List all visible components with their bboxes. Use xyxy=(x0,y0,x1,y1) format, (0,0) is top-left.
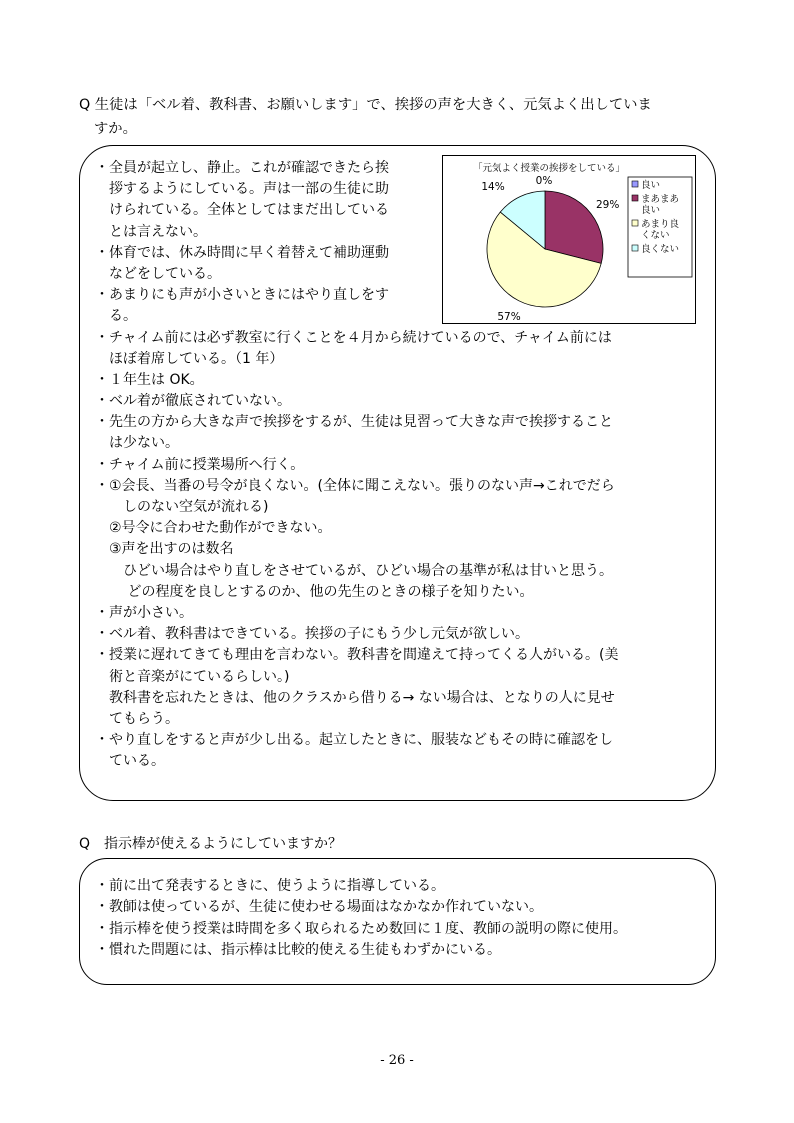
answer-line: ・あまりにも声が小さいときにはやり直しをす xyxy=(95,287,389,304)
legend-label: くない xyxy=(641,230,670,241)
legend-label: あまり良 xyxy=(641,219,680,230)
answer-line: どの程度を良しとするのか、他の先生のときの様子を知りたい。 xyxy=(95,583,534,600)
answer-line: ・ベル着、教科書はできている。挨拶の子にもう少し元気が欲しい。 xyxy=(95,626,529,643)
chart-title: 「元気よく授業の挨拶をしている」 xyxy=(472,163,626,174)
data-label: 0% xyxy=(535,175,553,187)
answer-line: ・授業に遅れてきても理由を言わない。教科書を間違えて持ってくる人がいる。(美 xyxy=(95,647,619,664)
answer-line: ・前に出て発表するときに、使うように指導している。 xyxy=(95,878,445,894)
legend-swatch xyxy=(632,195,638,201)
legend-swatch xyxy=(632,220,638,226)
answer-line: てもらう。 xyxy=(95,710,179,727)
data-label: 57% xyxy=(497,311,521,323)
answer-line: 術と音楽がにているらしい。) xyxy=(95,668,290,685)
answer-line: ・チャイム前には必ず教室に行くことを４月から続けているので、チャイム前には xyxy=(95,329,612,346)
pie-chart-svg xyxy=(443,156,695,323)
question-1 xyxy=(79,93,721,141)
answer-line: ・教師は使っているが、生徒に使わせる場面はなかなか作れていない。 xyxy=(95,899,543,916)
question-2: Q 指示棒が使えるようにしていますか？ xyxy=(79,836,343,852)
answer-line: る。 xyxy=(95,308,137,325)
answer-line: とは言えない。 xyxy=(95,223,207,240)
answer-line: ほぼ着席している。（1 年） xyxy=(95,350,284,367)
answer-line: ・先生の方から大きな声で挨拶をするが、生徒は見習って大きな声で挨拶すること xyxy=(95,414,613,431)
answer-line: ・全員が起立し、静止。これが確認できたら挨 xyxy=(95,160,389,176)
answer-line: ・体育では、休み時間に早く着替えて補助運動 xyxy=(95,244,389,261)
answer-line: などをしている。 xyxy=(95,265,221,282)
answer-line: は少ない。 xyxy=(95,435,179,452)
answer-line: ・ベル着が徹底されていない。 xyxy=(95,393,291,410)
legend-label: 良い xyxy=(641,205,661,216)
answer-line: ③声を出すのは数名 xyxy=(95,541,234,558)
answer-line: ・やり直しをすると声が少し出る。起立したときに、服装などもその時に確認をし xyxy=(95,732,613,749)
legend-label: まあまあ xyxy=(641,194,680,205)
page-number: - 26 - xyxy=(380,1053,414,1068)
legend-swatch xyxy=(632,181,638,187)
answer-line: けられている。全体としてはまだ出している xyxy=(95,202,389,219)
answer-line: ②号令に合わせた動作ができない。 xyxy=(95,520,332,537)
legend-label: 良くない xyxy=(641,244,680,255)
legend-label: 良い xyxy=(641,180,661,191)
answer-line: ・①会長、当番の号令が良くない。(全体に聞こえない。張りのない声→これでだら xyxy=(95,477,615,494)
answer-line: 拶するようにしている。声は一部の生徒に助 xyxy=(95,181,389,198)
question-1-line-1: Q 生徒は「ベル着、教科書、お願いします」で、挨拶の声を大きく、元気よく出していま xyxy=(79,97,652,113)
legend-swatch xyxy=(632,245,638,251)
answer-line: ・声が小さい。 xyxy=(95,604,193,621)
answer-line: ・チャイム前に授業場所へ行く。 xyxy=(95,456,305,473)
answer-line: ている。 xyxy=(95,753,165,770)
answer-line: ひどい場合はやり直しをさせているが、ひどい場合の基準が私は甘いと思う。 xyxy=(95,562,613,579)
answer-line: ・１年生は OK。 xyxy=(95,371,204,388)
answer-list-2 xyxy=(95,876,705,961)
answer-line: しのない空気が流れる) xyxy=(95,499,269,515)
question-1-line-2: すか。 xyxy=(94,121,137,137)
data-label: 14% xyxy=(481,181,505,193)
answer-line: 教科書を忘れたときは、他のクラスから借りる→ ない場合は、となりの人に見せ xyxy=(95,689,615,706)
answer-line: ・慣れた問題には、指示棒は比較的使える生徒もわずかにいる。 xyxy=(95,941,501,958)
pie-chart xyxy=(442,155,696,324)
answer-line: ・指示棒を使う授業は時間を多く取られるため数回に１度、教師の説明の際に使用。 xyxy=(95,920,627,937)
data-label: 29% xyxy=(596,199,620,211)
